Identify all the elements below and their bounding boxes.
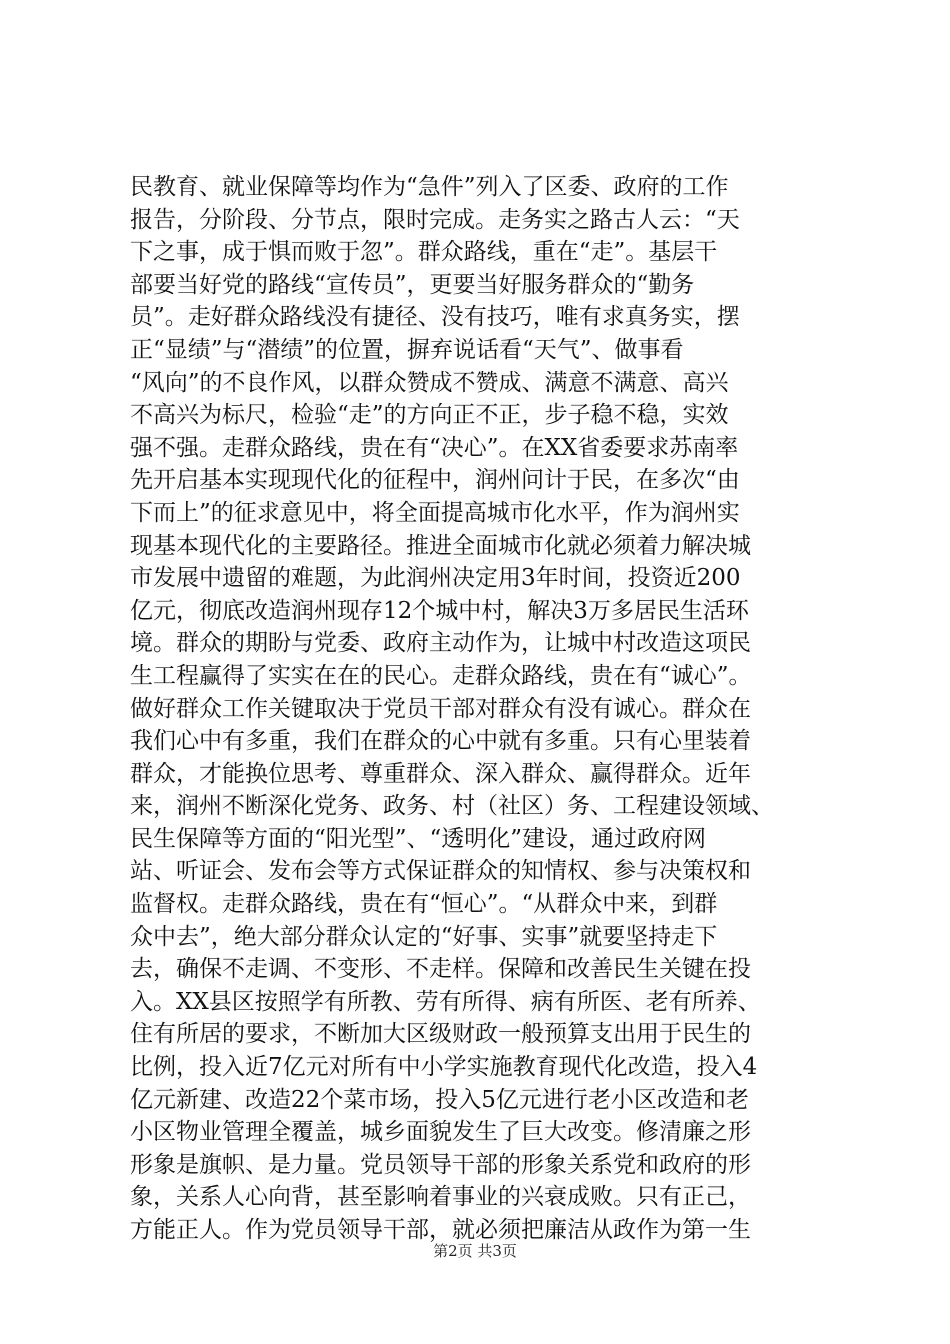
- text-line: 方能正人。作为党员领导干部，就必须把廉洁从政作为第一生: [130, 1217, 751, 1243]
- text-line: 形象是旗帜、是力量。党员领导干部的形象关系党和政府的形: [130, 1151, 751, 1178]
- text-line: 我们心中有多重，我们在群众的心中就有多重。只有心里装着: [130, 728, 751, 755]
- text-line: 先开启基本实现现代化的征程中，润州问计于民，在多次“由: [130, 467, 740, 494]
- text-line: 现基本现代化的主要路径。推进全面城市化就必须着力解决城: [130, 532, 751, 559]
- text-line: 监督权。走群众路线，贵在有“恒心”。“从群众中来，到群: [130, 891, 718, 918]
- text-line: 下而上”的征求意见中，将全面提高城市化水平，作为润州实: [130, 499, 740, 526]
- text-line: 员”。走好群众路线没有捷径、没有技巧，唯有求真务实，摆: [130, 304, 740, 331]
- body-paragraph: [130, 171, 860, 1247]
- text-line: 民生保障等方面的“阳光型”、“透明化”建设，通过政府网: [130, 825, 707, 852]
- text-line: 来，润州不断深化党务、政务、村（社区）务、工程建设领域、: [130, 793, 774, 820]
- text-line: 众中去”，绝大部分群众认定的“好事、实事”就要坚持走下: [130, 923, 718, 950]
- text-line: 正“显绩”与“潜绩”的位置，摒弃说话看“天气”、做事看: [130, 336, 684, 363]
- text-line: 生工程赢得了实实在在的民心。走群众路线，贵在有“诚心”。: [130, 662, 752, 689]
- text-line: 民教育、就业保障等均作为“急件”列入了区委、政府的工作: [130, 174, 729, 200]
- text-line: 不高兴为标尺，检验“走”的方向正不正，步子稳不稳，实效: [130, 402, 729, 429]
- text-line: 群众，才能换位思考、尊重群众、深入群众、赢得群众。近年: [130, 760, 751, 787]
- text-line: 站、听证会、发布会等方式保证群众的知情权、参与决策权和: [130, 858, 751, 885]
- text-line: 部要当好党的路线“宣传员”，更要当好服务群众的“勤务: [130, 271, 695, 298]
- page-footer: 第2页 共3页: [433, 1242, 517, 1260]
- text-line: “风向”的不良作风，以群众赞成不赞成、满意不满意、高兴: [130, 369, 729, 396]
- text-line: 报告，分阶段、分节点，限时完成。走务实之路古人云：“天: [130, 206, 740, 233]
- text-line: 做好群众工作关键取决于党员干部对群众有没有诚心。群众在: [130, 695, 751, 722]
- text-line: 下之事，成于惧而败于忽”。群众路线，重在“走”。基层干: [130, 239, 718, 266]
- text-line: 住有所居的要求，不断加大区级财政一般预算支出用于民生的: [130, 1021, 751, 1048]
- text-line: 去，确保不走调、不变形、不走样。保障和改善民生关键在投: [130, 956, 751, 983]
- text-line: 象，关系人心向背，甚至影响着事业的兴衰成败。只有正己，: [130, 1184, 751, 1211]
- text-line: 亿元新建、改造22个菜市场，投入5亿元进行老小区改造和老: [130, 1086, 749, 1113]
- text-line: 小区物业管理全覆盖，城乡面貌发生了巨大改变。修清廉之形: [130, 1119, 751, 1146]
- text-line: 强不强。走群众路线，贵在有“决心”。在XX省委要求苏南率: [130, 434, 739, 461]
- text-line: 市发展中遗留的难题，为此润州决定用3年时间，投资近200: [130, 565, 741, 592]
- text-line: 境。群众的期盼与党委、政府主动作为，让城中村改造这项民: [130, 630, 751, 657]
- text-line: 入。XX县区按照学有所教、劳有所得、病有所医、老有所养、: [130, 988, 761, 1015]
- text-line: 比例，投入近7亿元对所有中小学实施教育现代化改造，投入4: [130, 1054, 758, 1081]
- text-line: 亿元，彻底改造润州现存12个城中村，解决3万多居民生活环: [130, 597, 749, 624]
